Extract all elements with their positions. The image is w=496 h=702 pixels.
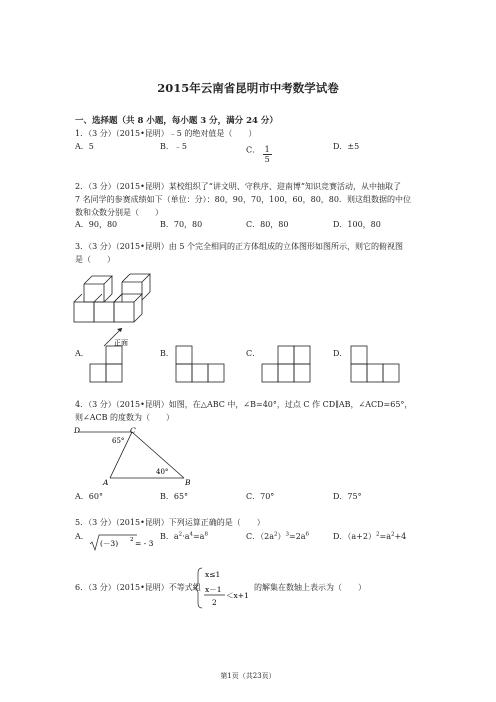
q4-line1: 4．（3 分）（2015•昆明）如图，在△ABC 中，∠B=40°，过点 C 作 CD∥AB，∠ACD=65°，	[75, 400, 413, 409]
q5-b-rhs: =a	[192, 532, 205, 541]
q3-option-b-grid	[172, 344, 232, 384]
q3-option-d-grid	[345, 344, 415, 384]
q6-row2-den: 2	[212, 598, 217, 607]
q4-line2: 则∠ACB 的度数为（ ）	[75, 413, 175, 422]
q5-b-exp1: 2	[178, 531, 183, 538]
q5-d-base: D．（a+2）	[333, 532, 376, 541]
q1-option-c	[246, 141, 272, 164]
q5-a-result: = - 3	[135, 539, 154, 548]
q2-line3: 数和众数分别是（ ）	[75, 208, 163, 217]
q6-row1: x≤1	[205, 570, 221, 579]
q3-line1: 3．（3 分）（2015•昆明）由 5 个完全相同的正方体组成的立体图形如图所示，则它的俯视图	[75, 242, 403, 251]
q3-option-b: B．	[160, 349, 174, 358]
q3-option-c: C．	[246, 349, 261, 358]
q1-stem: 1．（3 分）（2015•昆明）﹣5 的绝对值是（ ）	[75, 129, 257, 138]
q5-c-rhs: =2a	[288, 532, 306, 541]
q3-line2: 是（ ）	[75, 255, 115, 264]
q5-a-exponent: 2	[130, 537, 134, 543]
q6-tail: 的解集在数轴上表示为（ ）	[254, 583, 366, 592]
q5-c-exp1: 2	[273, 531, 278, 538]
q2-line2: 7 名同学的参赛成绩如下（单位：分）：80，90，70，100，60，80，80．则这组数据的中位	[75, 195, 411, 204]
q5-d-exp1: 2	[375, 531, 380, 538]
q3-option-a-grid	[88, 344, 138, 384]
q4-label-c: C	[130, 426, 136, 435]
q3-arrow-head	[117, 328, 122, 332]
q5-c-exp2: 3	[285, 531, 289, 538]
q5-option-a: A．	[75, 532, 89, 541]
q1-frac-den: 5	[264, 155, 270, 164]
q4-angle-40: 40°	[156, 468, 169, 476]
q2-option-b: B．70，80	[160, 220, 203, 229]
q6-row2-num: x－1	[205, 585, 222, 594]
q6-row2-rhs: ＜x+1	[226, 591, 249, 600]
q3-option-a: A．	[75, 349, 89, 358]
q4-option-c: C．70°	[246, 492, 275, 501]
q5-b-base: B．a	[160, 532, 179, 541]
q5-c-exp3: 6	[305, 531, 310, 538]
q4-option-d: D．75°	[333, 492, 362, 501]
q2-option-c: C．80，80	[246, 220, 289, 229]
q5-d-rhs: =a	[379, 532, 391, 541]
q5-c-paren: ）	[277, 532, 286, 541]
q4-label-a: A	[103, 478, 109, 487]
paper-title: 2015年云南省昆明市中考数学试卷	[157, 81, 339, 95]
q4-label-d: D	[74, 426, 81, 435]
q5-option-b	[160, 531, 208, 542]
q1-option-d: D．±5	[333, 142, 360, 151]
q3-cube-figure	[70, 268, 190, 348]
q4-option-a: A．60°	[75, 492, 103, 501]
q2-option-d: D．100，80	[333, 220, 381, 229]
q5-c-base: C．（2a	[246, 532, 274, 541]
q6-brace	[194, 568, 202, 608]
q5-b-times: ·a	[182, 532, 190, 541]
q5-d-exp2: 2	[390, 531, 395, 538]
q5-option-d	[333, 531, 406, 542]
q5-b-exp2: 4	[189, 531, 193, 538]
q1-option-b: B．﹣5	[160, 142, 187, 151]
q2-line1: 2．（3 分）（2015•昆明）某校组织了“讲文明、守秩序、迎南博”知识竞赛活动，从中抽取了	[75, 182, 401, 191]
q1-frac-num: 1	[264, 145, 270, 154]
page-footer: 第1页（共23页）	[220, 672, 276, 680]
q4-triangle-figure	[72, 426, 202, 486]
q2-option-a: A．90，80	[75, 220, 118, 229]
q5-d-tail: +4	[394, 532, 407, 541]
q3-option-c-grid	[258, 344, 328, 384]
q6-inequality-system	[193, 566, 253, 610]
section-heading: 一、选择题（共 8 小题，每小题 3 分，满分 24 分）	[75, 116, 278, 126]
q4-angle-65: 65°	[112, 437, 125, 445]
q3-front-label: 正面	[114, 339, 128, 347]
q4-label-b: B	[185, 478, 191, 487]
q1-fraction	[263, 145, 272, 164]
q1-option-c-label: C．	[246, 145, 261, 155]
q4-option-b: B．65°	[160, 492, 189, 501]
q5-option-c	[246, 531, 309, 542]
q5-sqrt-expression	[88, 533, 158, 553]
q3-option-d: D．	[333, 349, 348, 358]
q1-option-a: A．5	[75, 142, 94, 151]
q5-stem: 5．（3 分）（2015•昆明）下列运算正确的是（ ）	[75, 518, 265, 527]
q6-stem: 6．（3 分）（2015•昆明）不等式组	[75, 583, 201, 592]
q5-a-radicand: (－3)	[100, 539, 119, 548]
q5-b-exp3: 8	[204, 531, 208, 538]
